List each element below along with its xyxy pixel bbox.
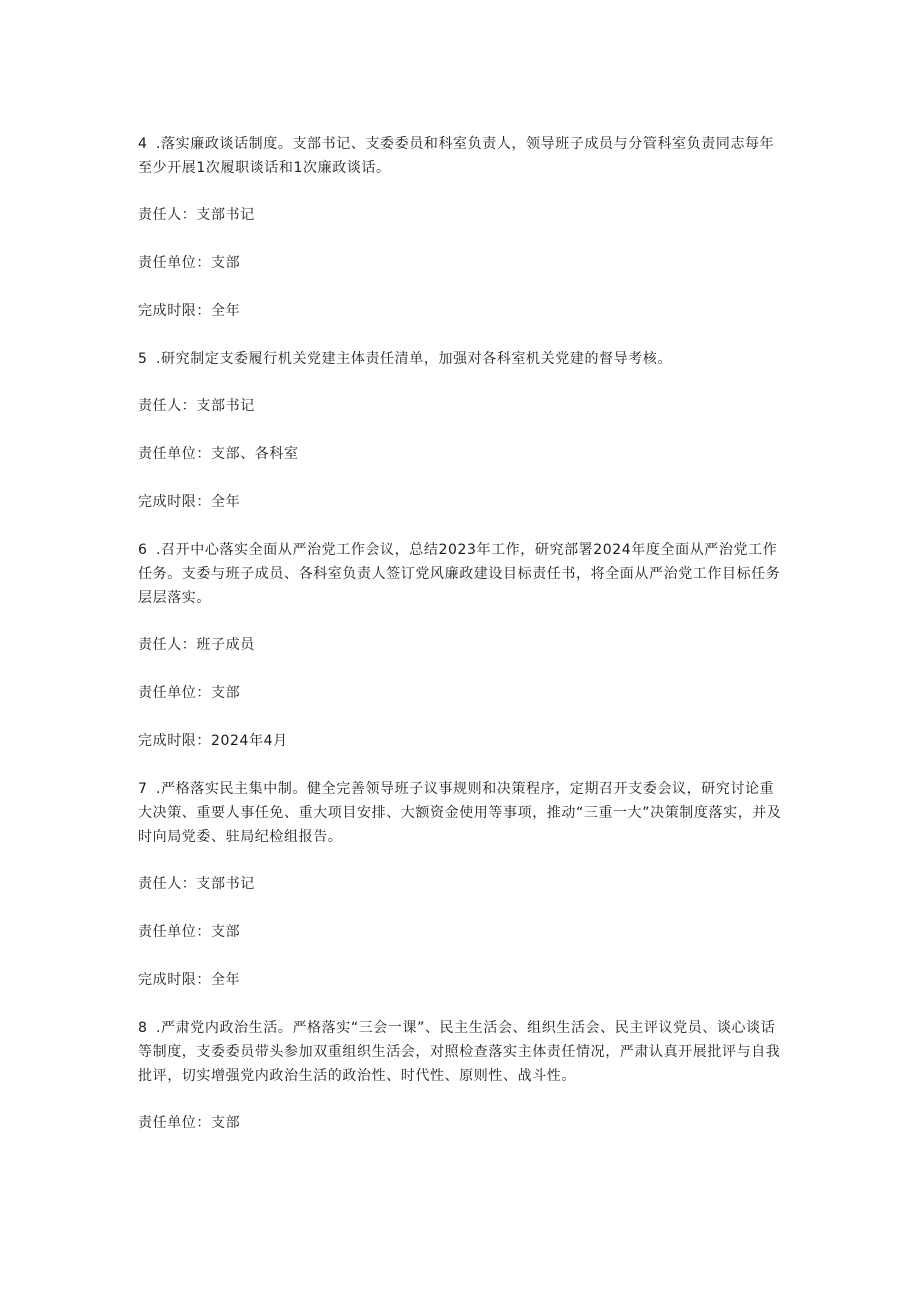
responsible-person-line — [138, 203, 788, 227]
responsible-unit-line — [138, 251, 788, 275]
item-number: 7 — [138, 781, 148, 797]
label: 完成时限： — [138, 972, 211, 988]
label: 完成时限： — [138, 303, 211, 319]
responsible-person-line — [138, 633, 788, 657]
value: 全年 — [211, 494, 241, 510]
deadline-line — [138, 968, 788, 992]
item-text: .召开中心落实全面从严治党工作会议，总结2023年工作，研究部署2024年度全面从严治党工作任务。支委与班子成员、各科室负责人签订党风廉政建设目标责任书，将全面从严治党工作目标任务层层落实。 — [138, 542, 781, 606]
value: 支部书记 — [196, 398, 255, 414]
responsible-unit-line — [138, 920, 788, 944]
value: 2024年4月 — [211, 733, 288, 749]
responsible-unit-line — [138, 1111, 788, 1135]
label: 责任单位： — [138, 255, 211, 271]
value: 支部书记 — [196, 207, 255, 223]
label: 责任人： — [138, 398, 197, 414]
responsible-unit-line — [138, 442, 788, 466]
value: 全年 — [211, 972, 241, 988]
item-text: .研究制定支委履行机关党建主体责任清单，加强对各科室机关党建的督导考核。 — [156, 351, 673, 367]
label: 完成时限： — [138, 494, 211, 510]
value: 班子成员 — [196, 637, 255, 653]
item-number: 5 — [138, 351, 148, 367]
value: 支部 — [211, 1115, 241, 1131]
label: 责任单位： — [138, 924, 211, 940]
responsible-person-line — [138, 872, 788, 896]
deadline-line — [138, 299, 788, 323]
item-text: .落实廉政谈话制度。支部书记、支委委员和科室负责人，领导班子成员与分管科室负责同志每年至少开展1次履职谈话和1次廉政谈话。 — [138, 136, 775, 176]
item-text: .严肃党内政治生活。严格落实“三会一课”、民主生活会、组织生活会、民主评议党员、谈心谈话等制度，支委委员带头参加双重组织生活会，对照检查落实主体责任情况，严肃认真开展批评与自我批评，切实增强党内政治生活的政治性、时代性、原则性、战斗性。 — [138, 1020, 781, 1084]
label: 责任人： — [138, 876, 197, 892]
item-text: .严格落实民主集中制。健全完善领导班子议事规则和决策程序，定期召开支委会议，研究讨论重大决策、重要人事任免、重大项目安排、大额资金使用等事项，推动“三重一大”决策制度落实，并及时向局党委、驻局纪检组报告。 — [138, 781, 782, 845]
label: 责任单位： — [138, 446, 211, 462]
item-number: 8 — [138, 1020, 148, 1036]
item-4-paragraph — [138, 132, 788, 180]
label: 完成时限： — [138, 733, 211, 749]
responsible-unit-line — [138, 681, 788, 705]
value: 支部书记 — [196, 876, 255, 892]
document-body — [138, 132, 788, 1159]
deadline-line — [138, 729, 788, 753]
label: 责任人： — [138, 207, 197, 223]
label: 责任单位： — [138, 1115, 211, 1131]
item-6-paragraph — [138, 538, 788, 610]
value: 支部 — [211, 685, 241, 701]
value: 支部 — [211, 924, 241, 940]
value: 全年 — [211, 303, 241, 319]
label: 责任人： — [138, 637, 197, 653]
item-number: 6 — [138, 542, 148, 558]
label: 责任单位： — [138, 685, 211, 701]
deadline-line — [138, 490, 788, 514]
item-5-paragraph — [138, 347, 788, 371]
value: 支部、各科室 — [211, 446, 299, 462]
value: 支部 — [211, 255, 241, 271]
item-7-paragraph — [138, 777, 788, 849]
item-8-paragraph — [138, 1016, 788, 1088]
item-number: 4 — [138, 136, 148, 152]
responsible-person-line — [138, 394, 788, 418]
